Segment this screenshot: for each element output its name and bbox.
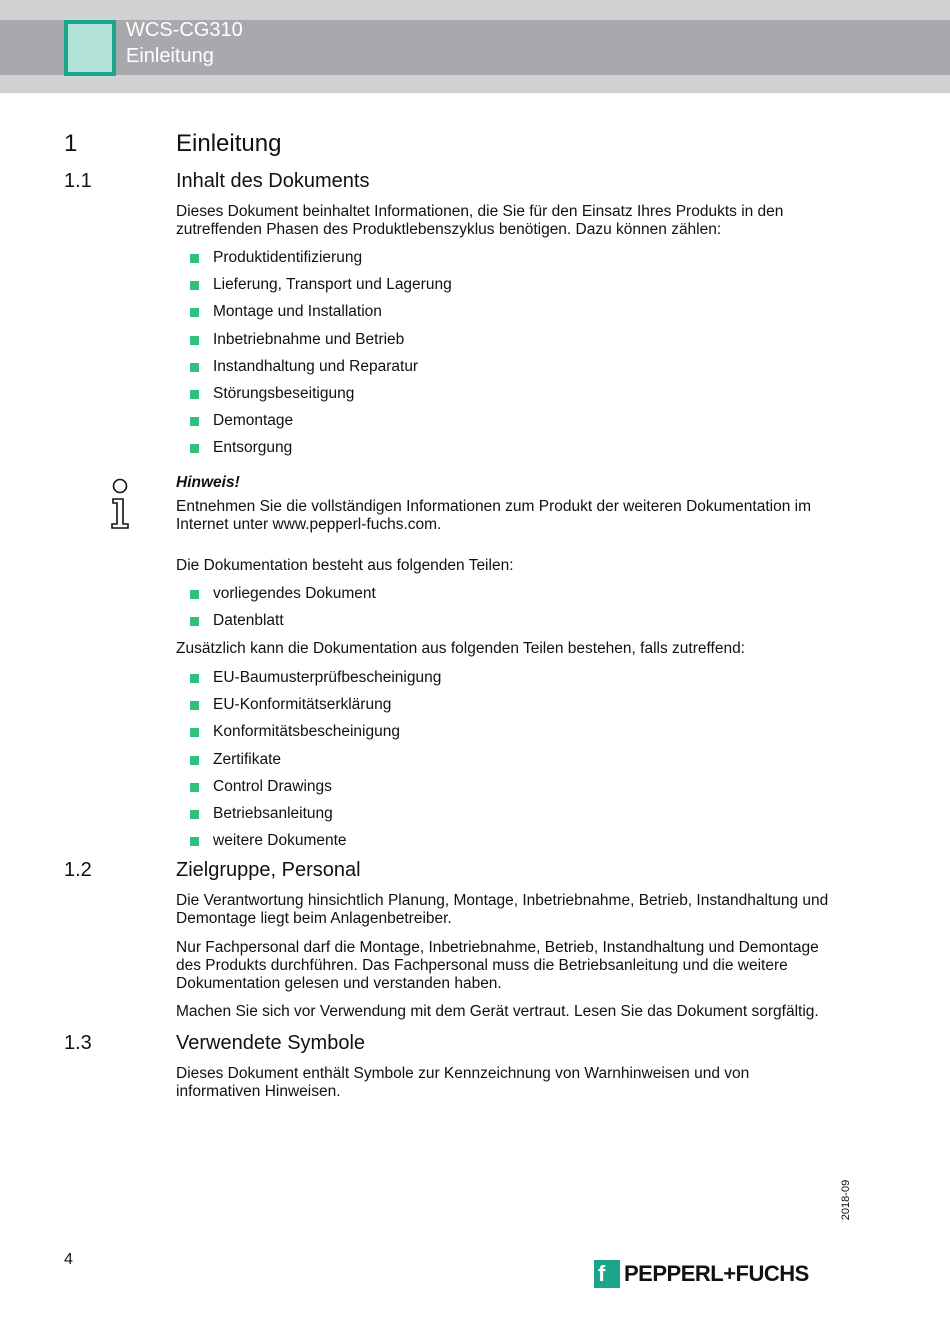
bullet-icon xyxy=(190,444,199,453)
paragraph: Nur Fachpersonal darf die Montage, Inbetriebnahme, Betrieb, Instandhaltung und Demontage des Produkts durchführen. Das Fachpersonal muss die Betriebsanleitung und die weitere Dokumentation gelesen und verstanden haben. xyxy=(176,939,819,992)
section-number: 1.1 xyxy=(64,170,92,192)
header-subtitle: Einleitung xyxy=(126,45,214,67)
list-item: Entsorgung xyxy=(190,439,452,466)
paragraph: Die Verantwortung hinsichtlich Planung, Montage, Inbetriebnahme, Betrieb, Instandhaltung und Demontage liegt beim Anlagenbetreiber. xyxy=(176,892,829,927)
chapter-title: Einleitung xyxy=(176,130,282,157)
list-item: Control Drawings xyxy=(190,778,441,805)
extra-parts-list xyxy=(190,669,441,859)
bullet-icon xyxy=(190,837,199,846)
header-bottom-strip xyxy=(0,75,950,93)
bullet-icon xyxy=(190,281,199,290)
paragraph: Machen Sie sich vor Verwendung mit dem Gerät vertraut. Lesen Sie das Dokument sorgfältig. xyxy=(176,1003,819,1020)
header-top-strip xyxy=(0,0,950,20)
bullet-icon xyxy=(190,617,199,626)
info-icon xyxy=(108,478,132,530)
brand-logo xyxy=(594,1260,809,1288)
bullet-icon xyxy=(190,756,199,765)
bullet-icon xyxy=(190,783,199,792)
list-item: weitere Dokumente xyxy=(190,832,441,859)
header-square-icon xyxy=(64,20,116,76)
bullet-icon xyxy=(190,254,199,263)
section-title: Zielgruppe, Personal xyxy=(176,859,361,881)
list-item: Zertifikate xyxy=(190,751,441,778)
document-date: 2018-09 xyxy=(840,1179,852,1221)
list-item: vorliegendes Dokument xyxy=(190,585,376,612)
paragraph: Dieses Dokument enthält Symbole zur Kennzeichnung von Warnhinweisen und von informativen Hinweisen. xyxy=(176,1065,750,1100)
section-title: Verwendete Symbole xyxy=(176,1032,366,1054)
brand-name: PEPPERL+FUCHS xyxy=(624,1261,809,1286)
list-item: Produktidentifizierung xyxy=(190,249,452,276)
list-item: EU-Konformitätserklärung xyxy=(190,696,441,723)
list-item: Lieferung, Transport und Lagerung xyxy=(190,276,452,303)
page-number: 4 xyxy=(64,1251,73,1268)
bullet-icon xyxy=(190,728,199,737)
header-title: WCS-CG310 xyxy=(126,19,243,41)
extra-parts-intro: Zusätzlich kann die Dokumentation aus folgenden Teilen bestehen, falls zutreffend: xyxy=(176,640,745,657)
section-number: 1.2 xyxy=(64,859,92,881)
list-item: Datenblatt xyxy=(190,612,376,639)
list-item: EU-Baumusterprüfbescheinigung xyxy=(190,669,441,696)
bullet-icon xyxy=(190,390,199,399)
doc-parts-list xyxy=(190,585,376,639)
list-item: Inbetriebnahme und Betrieb xyxy=(190,331,452,358)
list-item: Demontage xyxy=(190,412,452,439)
doc-parts-intro: Die Dokumentation besteht aus folgenden Teilen: xyxy=(176,557,514,574)
list-item: Störungsbeseitigung xyxy=(190,385,452,412)
bullet-icon xyxy=(190,417,199,426)
section-title: Inhalt des Dokuments xyxy=(176,170,370,192)
phases-list xyxy=(190,249,452,467)
list-item: Montage und Installation xyxy=(190,303,452,330)
bullet-icon xyxy=(190,363,199,372)
chapter-number: 1 xyxy=(64,130,78,157)
bullet-icon xyxy=(190,590,199,599)
section-intro: Dieses Dokument beinhaltet Informationen, die Sie für den Einsatz Ihres Produkts in den zutreffenden Phasen des Produktlebenszyklus benötigen. Dazu können zählen: xyxy=(176,203,784,238)
section-number: 1.3 xyxy=(64,1032,92,1054)
note-title: Hinweis! xyxy=(176,474,240,491)
bullet-icon xyxy=(190,336,199,345)
brand-mark-icon: f xyxy=(594,1260,620,1288)
bullet-icon xyxy=(190,701,199,710)
bullet-icon xyxy=(190,308,199,317)
bullet-icon xyxy=(190,810,199,819)
note-text: Entnehmen Sie die vollständigen Informationen zum Produkt der weiteren Dokumentation im Internet unter www.pepperl-fuchs.com. xyxy=(176,498,811,533)
bullet-icon xyxy=(190,674,199,683)
list-item: Instandhaltung und Reparatur xyxy=(190,358,452,385)
list-item: Betriebsanleitung xyxy=(190,805,441,832)
list-item: Konformitätsbescheinigung xyxy=(190,723,441,750)
